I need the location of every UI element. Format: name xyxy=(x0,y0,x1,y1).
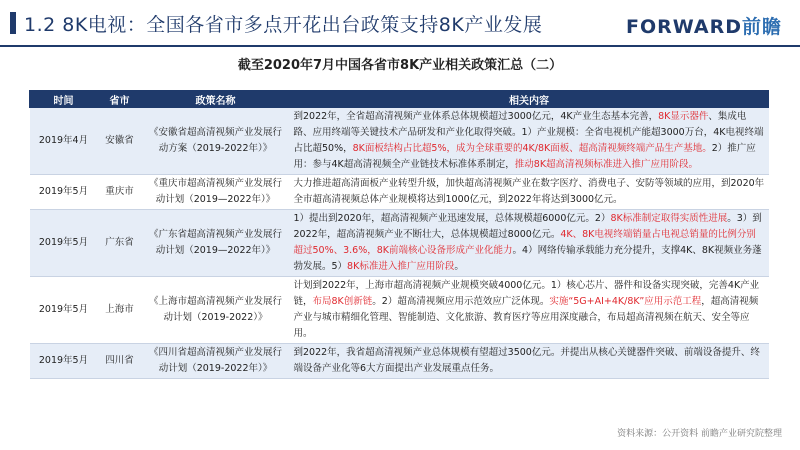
content-text: ，超高清视频产业与城市精细化管理、智能制造、文化旅游、教育医疗等应用深度融合，布局超高清视频在航天、安全等应用。 xyxy=(293,296,759,339)
highlight-text: 实施“5G+AI+4K/8K”应用示范工程 xyxy=(549,296,702,307)
row-province: 安徽省 xyxy=(98,108,142,175)
column-header-province: 省市 xyxy=(98,91,142,108)
row-policy-name: 《重庆市超高清视频产业发展行动计划（2019—2022年）》 xyxy=(142,175,290,210)
slide-header xyxy=(0,0,800,44)
row-policy-name: 《广东省超高清视频产业发展行动计划（2019—2022年）》 xyxy=(142,210,290,277)
row-policy-name: 《四川省超高清视频产业发展行动计划（2019-2022年）》 xyxy=(142,344,290,379)
highlight-text: 8K显示器件 xyxy=(658,111,709,122)
row-province: 重庆市 xyxy=(98,175,142,210)
slide-title: 1.2 8K电视：全国各省市多点开花出台政策支持8K产业发展 xyxy=(24,14,543,36)
row-content xyxy=(290,108,769,175)
highlight-text: 布局8K创新链 xyxy=(312,296,373,307)
column-header-time: 时间 xyxy=(30,91,98,108)
content-text: 1）提出到2020年，超高清视频产业迅速发展，总体规模超6000亿元。2） xyxy=(293,213,611,224)
source-note: 资料来源：公开资料 前瞻产业研究院整理 xyxy=(617,429,782,439)
row-policy-name: 《上海市超高清视频产业发展行动计划（2019-2022）》 xyxy=(142,277,290,344)
row-time: 2019年5月 xyxy=(30,344,98,379)
table-row xyxy=(30,344,769,379)
table-row xyxy=(30,175,769,210)
content-text: 。3）到2022年，超高清视频产业不断壮大，总体规模超过8000亿元。 xyxy=(293,213,762,240)
highlight-text: 8K标准进入推广应用阶段 xyxy=(347,261,455,272)
content-text: 、集成电路、应用终端等关键技术产品研发和产业化取得突破。1）产业规模：全省电视机产能超3000万台，4K电视终端占比超50%， xyxy=(293,111,764,154)
logo-text: FORWARD xyxy=(626,16,742,38)
column-header-content: 相关内容 xyxy=(290,91,769,108)
highlight-text: 推动8K超高清视频标准进入推广应用阶段。 xyxy=(514,159,699,170)
row-content xyxy=(290,210,769,277)
content-text: 计划到2022年，上海市超高清视频产业规模突破4000亿元。1）核心芯片、器件和设备实现突破，完善4K产业链， xyxy=(293,280,760,307)
row-time: 2019年5月 xyxy=(30,277,98,344)
logo-cn-text: 前瞻 xyxy=(741,16,782,38)
row-policy-name: 《安徽省超高清视频产业发展行动方案（2019-2022年）》 xyxy=(142,108,290,175)
content-text: 到2022年，我省超高清视频产业总体规模有望超过3500亿元。并提出从核心关键器件突破、前端设备提升、终端设备产业化等6大方面提出产业发展重点任务。 xyxy=(293,347,760,374)
highlight-text: 4K、8K电视终端销量占电视总销量的比例分别超过50%、3.6%，8K前端核心设备形成产业化能力 xyxy=(293,229,756,256)
table-body xyxy=(30,108,769,379)
table-row xyxy=(30,210,769,277)
table-title: 截至2020年7月中国各省市8K产业相关政策汇总（二） xyxy=(237,58,563,73)
highlight-text: 8K标准制定取得实质性进展 xyxy=(610,213,728,224)
content-text: 。 xyxy=(454,261,464,272)
table-row xyxy=(30,108,769,175)
row-content xyxy=(290,277,769,344)
content-text: 。4）网络传输承载能力充分提升，支撑4K、8K视频业务蓬勃发展。5） xyxy=(293,245,762,272)
content-text: 。2）超高清视频应用示范效应广泛体现。 xyxy=(372,296,550,307)
row-content xyxy=(290,344,769,379)
title-accent-bar xyxy=(10,12,16,34)
column-header-policy-name: 政策名称 xyxy=(142,91,290,108)
row-time: 2019年4月 xyxy=(30,108,98,175)
row-province: 上海市 xyxy=(98,277,142,344)
content-text: 到2022年，全省超高清视频产业体系总体规模超过3000亿元，4K产业生态基本完善， xyxy=(293,111,659,122)
table-header-row xyxy=(30,91,769,108)
highlight-text: 8K面板结构占比超5%，成为全球重要的4K/8K面板、超高清视频终端产品生产基地。 xyxy=(352,143,712,154)
row-province: 四川省 xyxy=(98,344,142,379)
forward-logo xyxy=(626,12,782,39)
row-time: 2019年5月 xyxy=(30,210,98,277)
content-text: 2）推广应用：参与4K超高清视频全产业链技术标准体系制定， xyxy=(293,143,756,170)
row-time: 2019年5月 xyxy=(30,175,98,210)
policy-table xyxy=(29,90,769,379)
row-content xyxy=(290,175,769,210)
content-text: 大力推进超高清面板产业转型升级，加快超高清视频产业在数字医疗、消费电子、安防等领域的应用，到2020年全市超高清视频总体产业规模将达到1000亿元，到2022年将达到3000亿元。 xyxy=(293,178,765,205)
row-province: 广东省 xyxy=(98,210,142,277)
header-divider xyxy=(0,45,800,47)
table-row xyxy=(30,277,769,344)
